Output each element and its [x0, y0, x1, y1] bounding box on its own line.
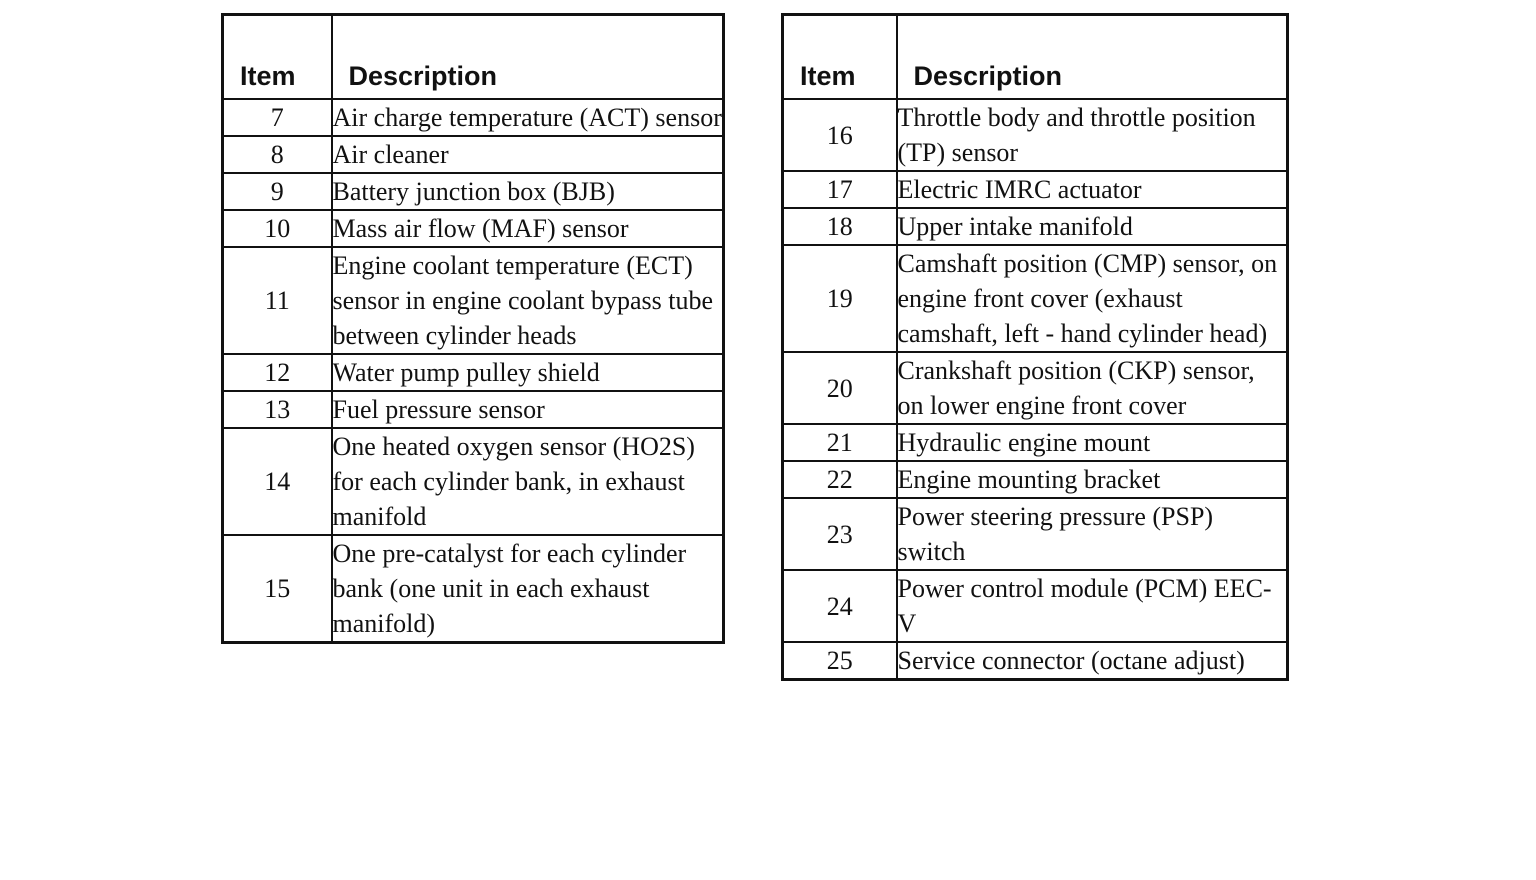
item-number: 22	[783, 461, 897, 498]
table-row	[783, 570, 1288, 642]
item-description: Engine coolant temperature (ECT) sensor in engine coolant bypass tube between cylinder heads	[332, 247, 724, 354]
item-description: Fuel pressure sensor	[332, 391, 724, 428]
item-number: 16	[783, 99, 897, 171]
item-description: Electric IMRC actuator	[897, 171, 1288, 208]
description-column-header: Description	[332, 15, 724, 100]
table-row	[783, 642, 1288, 680]
item-number: 20	[783, 352, 897, 424]
table-row	[223, 136, 724, 173]
table-row	[783, 208, 1288, 245]
parts-table-right	[781, 13, 1289, 681]
table-row	[783, 245, 1288, 352]
item-description: Mass air flow (MAF) sensor	[332, 210, 724, 247]
header-row	[783, 15, 1288, 100]
item-description: One heated oxygen sensor (HO2S) for each cylinder bank, in exhaust manifold	[332, 428, 724, 535]
item-number: 12	[223, 354, 332, 391]
item-description: One pre-catalyst for each cylinder bank (one unit in each exhaust manifold)	[332, 535, 724, 643]
item-description: Power steering pressure (PSP) switch	[897, 498, 1288, 570]
item-column-header: Item	[783, 15, 897, 100]
item-number: 24	[783, 570, 897, 642]
item-description: Water pump pulley shield	[332, 354, 724, 391]
item-number: 13	[223, 391, 332, 428]
item-description: Engine mounting bracket	[897, 461, 1288, 498]
table-row	[223, 99, 724, 136]
item-number: 17	[783, 171, 897, 208]
item-number: 21	[783, 424, 897, 461]
item-number: 18	[783, 208, 897, 245]
table-row	[783, 461, 1288, 498]
item-number: 19	[783, 245, 897, 352]
item-number: 7	[223, 99, 332, 136]
parts-table-left	[221, 13, 725, 644]
item-description: Air cleaner	[332, 136, 724, 173]
table-row	[783, 171, 1288, 208]
table-row	[783, 424, 1288, 461]
table-row	[783, 352, 1288, 424]
item-number: 25	[783, 642, 897, 680]
item-description: Battery junction box (BJB)	[332, 173, 724, 210]
item-description: Crankshaft position (CKP) sensor, on lower engine front cover	[897, 352, 1288, 424]
table-row	[783, 498, 1288, 570]
item-number: 8	[223, 136, 332, 173]
item-number: 14	[223, 428, 332, 535]
table-row	[223, 210, 724, 247]
item-description: Throttle body and throttle position (TP) sensor	[897, 99, 1288, 171]
table-row	[223, 391, 724, 428]
item-description: Upper intake manifold	[897, 208, 1288, 245]
item-description: Air charge temperature (ACT) sensor	[332, 99, 724, 136]
item-number: 15	[223, 535, 332, 643]
table-row	[223, 428, 724, 535]
description-column-header: Description	[897, 15, 1288, 100]
item-number: 23	[783, 498, 897, 570]
table-row	[223, 354, 724, 391]
item-column-header: Item	[223, 15, 332, 100]
item-number: 10	[223, 210, 332, 247]
item-description: Hydraulic engine mount	[897, 424, 1288, 461]
table-row	[223, 247, 724, 354]
header-row	[223, 15, 724, 100]
table-row	[783, 99, 1288, 171]
item-description: Service connector (octane adjust)	[897, 642, 1288, 680]
item-number: 9	[223, 173, 332, 210]
table-row	[223, 535, 724, 643]
item-number: 11	[223, 247, 332, 354]
item-description: Camshaft position (CMP) sensor, on engine front cover (exhaust camshaft, left - hand cylinder head)	[897, 245, 1288, 352]
table-row	[223, 173, 724, 210]
item-description: Power control module (PCM) EEC-V	[897, 570, 1288, 642]
